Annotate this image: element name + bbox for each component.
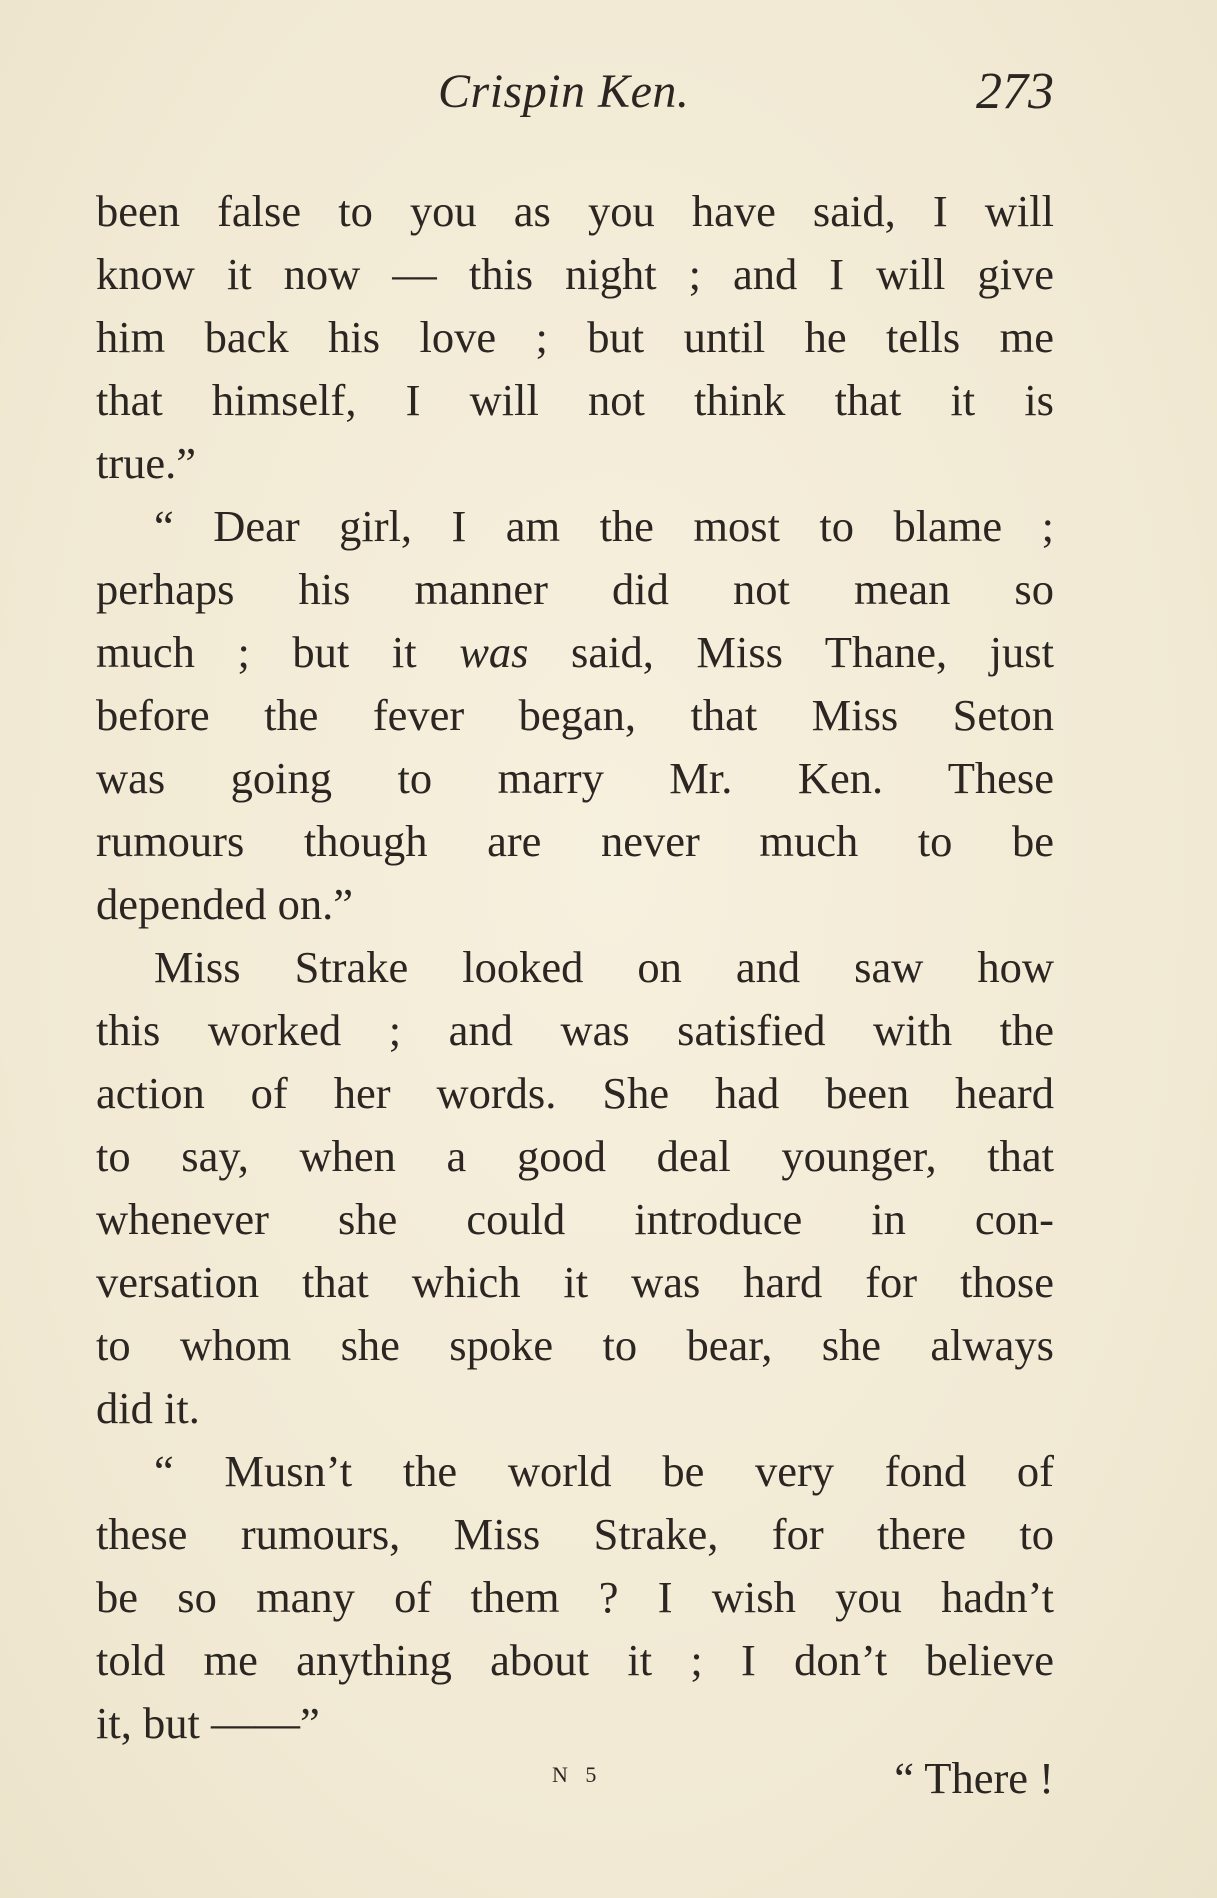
line-text: these rumours, Miss Strake, for there to — [96, 1509, 1054, 1559]
line-text: know it now — this night ; and I will give — [96, 249, 1054, 299]
line-text: “ Musn’t the world be very fond of — [154, 1446, 1054, 1496]
text-line — [96, 936, 1054, 999]
text-line — [96, 999, 1054, 1062]
line-text: be so many of them ? I wish you hadn’t — [96, 1572, 1054, 1622]
line-text: that himself, I will not think that it is — [96, 375, 1054, 425]
line-text: it, but ——” — [96, 1698, 320, 1748]
emphasized-word: was — [459, 627, 529, 677]
text-line — [96, 1566, 1054, 1629]
text-line — [96, 432, 1054, 495]
text-line — [96, 1188, 1054, 1251]
text-line — [96, 1377, 1054, 1440]
text-line — [96, 1629, 1054, 1692]
line-text: perhaps his manner did not mean so — [96, 564, 1054, 614]
line-text: rumours though are never much to be — [96, 816, 1054, 866]
line-text: true.” — [96, 438, 197, 488]
text-line — [96, 558, 1054, 621]
line-text: depended on.” — [96, 879, 354, 929]
line-text: to say, when a good deal younger, that — [96, 1131, 1054, 1181]
text-line — [96, 180, 1054, 243]
line-text: to whom she spoke to bear, she always — [96, 1320, 1054, 1370]
text-line — [96, 1062, 1054, 1125]
catchword: “ There ! — [894, 1753, 1054, 1803]
text-line — [96, 747, 1054, 810]
line-text: this worked ; and was satisfied with the — [96, 1005, 1054, 1055]
line-text: action of her words. She had been heard — [96, 1068, 1054, 1118]
text-line — [96, 495, 1054, 558]
text-line — [96, 306, 1054, 369]
text-line — [96, 369, 1054, 432]
text-line — [96, 1503, 1054, 1566]
text-line — [96, 243, 1054, 306]
text-line — [96, 1251, 1054, 1314]
text-line — [96, 873, 1054, 936]
text-line — [96, 684, 1054, 747]
line-text: did it. — [96, 1383, 200, 1433]
line-text: Miss Strake looked on and saw how — [154, 942, 1054, 992]
running-title: Crispin Ken. — [438, 65, 690, 118]
line-text: much ; but it — [96, 627, 460, 677]
line-text: before the fever began, that Miss Seton — [96, 690, 1054, 740]
line-text: told me anything about it ; I don’t believe — [96, 1635, 1054, 1685]
line-text: was going to marry Mr. Ken. These — [96, 753, 1054, 803]
running-head — [96, 60, 1054, 130]
page-footer — [96, 1748, 1054, 1808]
line-text: been false to you as you have said, I will — [96, 186, 1054, 236]
text-line — [96, 810, 1054, 873]
text-line — [96, 621, 1054, 684]
line-text: him back his love ; but until he tells me — [96, 312, 1054, 362]
page-number: 273 — [976, 63, 1054, 120]
line-text: said, Miss Thane, just — [528, 627, 1054, 677]
signature-mark: N 5 — [552, 1762, 603, 1787]
line-text: versation that which it was hard for those — [96, 1257, 1054, 1307]
text-line — [96, 1440, 1054, 1503]
line-text: “ Dear girl, I am the most to blame ; — [154, 501, 1054, 551]
text-line — [96, 1692, 1054, 1755]
body-text — [96, 180, 1054, 1755]
line-text: whenever she could introduce in con- — [96, 1194, 1054, 1244]
text-line — [96, 1314, 1054, 1377]
text-line — [96, 1125, 1054, 1188]
